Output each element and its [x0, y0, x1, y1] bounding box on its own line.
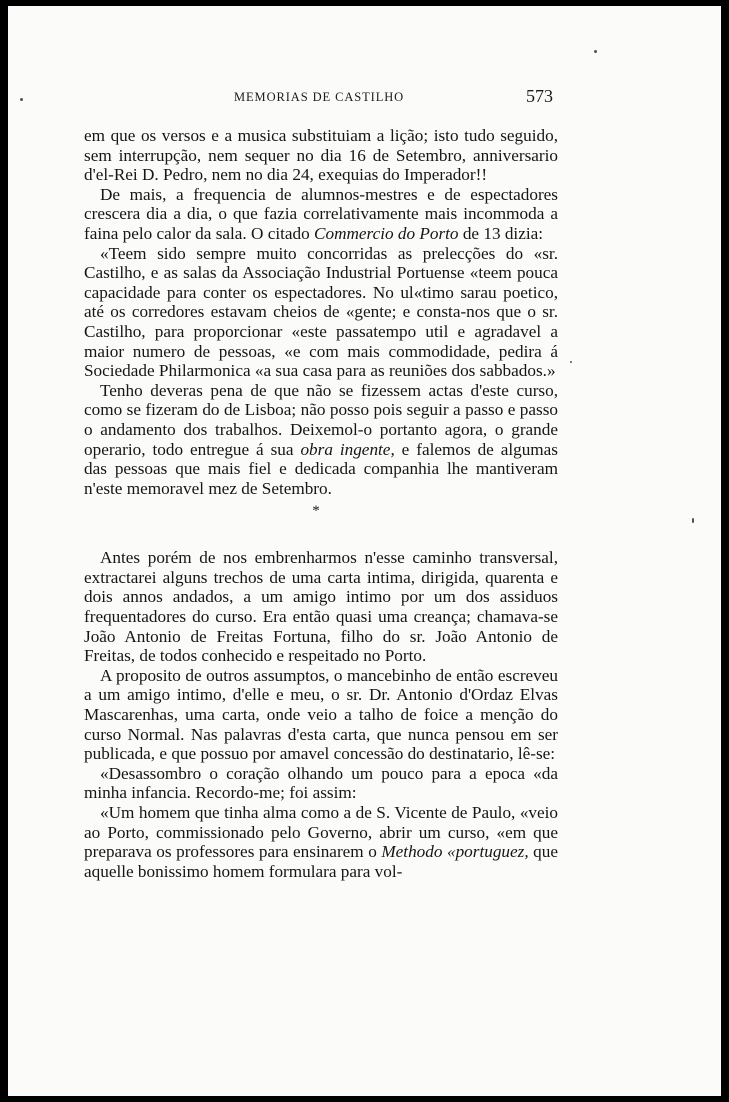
paragraph-text: «Um homem que tinha alma como a de S. Vicente de Paulo, «veio ao Porto, commissionado pelo Governo, abrir um curso, «em que preparava os professores para ensinarem o [84, 803, 558, 862]
quotation-newspaper [84, 244, 558, 381]
paragraph-text: e falemos de algumas das pessoas que mais fiel e dedicada companhia lhe mantiveram n'este memoravel mez de Setembro. [84, 439, 558, 498]
quotation-desassombro [84, 764, 558, 803]
paper-speck [570, 361, 572, 363]
quotation-um-homem [84, 803, 558, 881]
paragraph-text: que aquelle bonissimo homem formulara para vol- [84, 842, 558, 881]
paragraph-text: Tenho deveras pena de que não se fizessem actas d'este curso, como se fizeram do de Lisboa; não posso pois seguir a passo e passo o andamento dos trabalhos. Deixemol-o portanto agora, o grande operario, todo entregue á sua [84, 380, 558, 459]
paragraph-proposito [84, 666, 558, 764]
paragraph-continuation [84, 126, 558, 185]
paper-speck [692, 518, 694, 523]
paragraph-actas [84, 381, 558, 499]
page-number: 573 [526, 86, 553, 106]
paragraph-text: em que os versos e a musica substituiam a lição; isto tudo seguido, sem interrupção, nem sequer no dia 16 de Setembro, anniversario d'el-Rei D. Pedro, nem no dia 24, exequias do Imperador!! [84, 126, 558, 185]
book-page [8, 6, 721, 1096]
method-title: Methodo «portuguez, [381, 842, 529, 862]
paragraph-carta-intima [84, 548, 558, 666]
paragraph-text: «Desassombro o coração olhando um pouco para a epoca «da minha infancia. Recordo-me; foi assim: [84, 763, 558, 803]
paragraph-text: Antes porém de nos embrenharmos n'esse caminho transversal, extractarei alguns trechos de uma carta intima, dirigida, quarenta e dois annos andados, a um amigo intimo por um dos assiduos frequentadores do curso. Era então quasi uma creança; chamava-se João Antonio de Freitas Fortuna, filho do sr. João Antonio de Freitas, de todos conhecido e respeitado no Porto. [84, 548, 558, 666]
paragraph-text: A proposito de outros assumptos, o mancebinho de então escreveu a um amigo intimo, d'elle e meu, o sr. Dr. Antonio d'Ordaz Elvas Mascarenhas, uma carta, onde veio a talho de foice a menção do curso Normal. Nas palavras d'esta carta, que nunca pensou em ser publicada, e que possuo por amavel concessão do destinatario, lê-se: [84, 665, 558, 764]
paper-speck [20, 98, 23, 101]
running-head [8, 86, 721, 108]
running-title: MEMORIAS DE CASTILHO [234, 90, 405, 104]
paragraph-text: de 13 dizia: [458, 223, 544, 243]
paragraph-text: «Teem sido sempre muito concorridas as prelecções do «sr. Castilho, e as salas da Associação Industrial Portuense «teem pouca capacidade para conter os espectadores. No ul«timo sarau poetico, até os corredores estavam cheios de «gente; e consta-nos que o sr. Castilho, para proporcionar «este passatempo util e agradavel a maior numero de pessoas, «e com mais commodidade, pedira á Sociedade Philarmonica «a sua casa para as reuniões dos sabbados.» [84, 243, 558, 381]
paper-speck [594, 50, 597, 53]
paragraph-text: De mais, a frequencia de alumnos-mestres e de espectadores crescera dia a dia, o que fazia correlativamente mais incommoda a faina pelo calor da sala. O citado [84, 184, 558, 243]
body-text [84, 126, 558, 881]
paragraph-frequencia [84, 185, 558, 244]
section-separator [84, 500, 558, 544]
newspaper-title: Commercio do Porto [314, 223, 459, 243]
emphasis-text: obra ingente, [300, 439, 395, 459]
asterisk-ornament: * [312, 503, 320, 520]
